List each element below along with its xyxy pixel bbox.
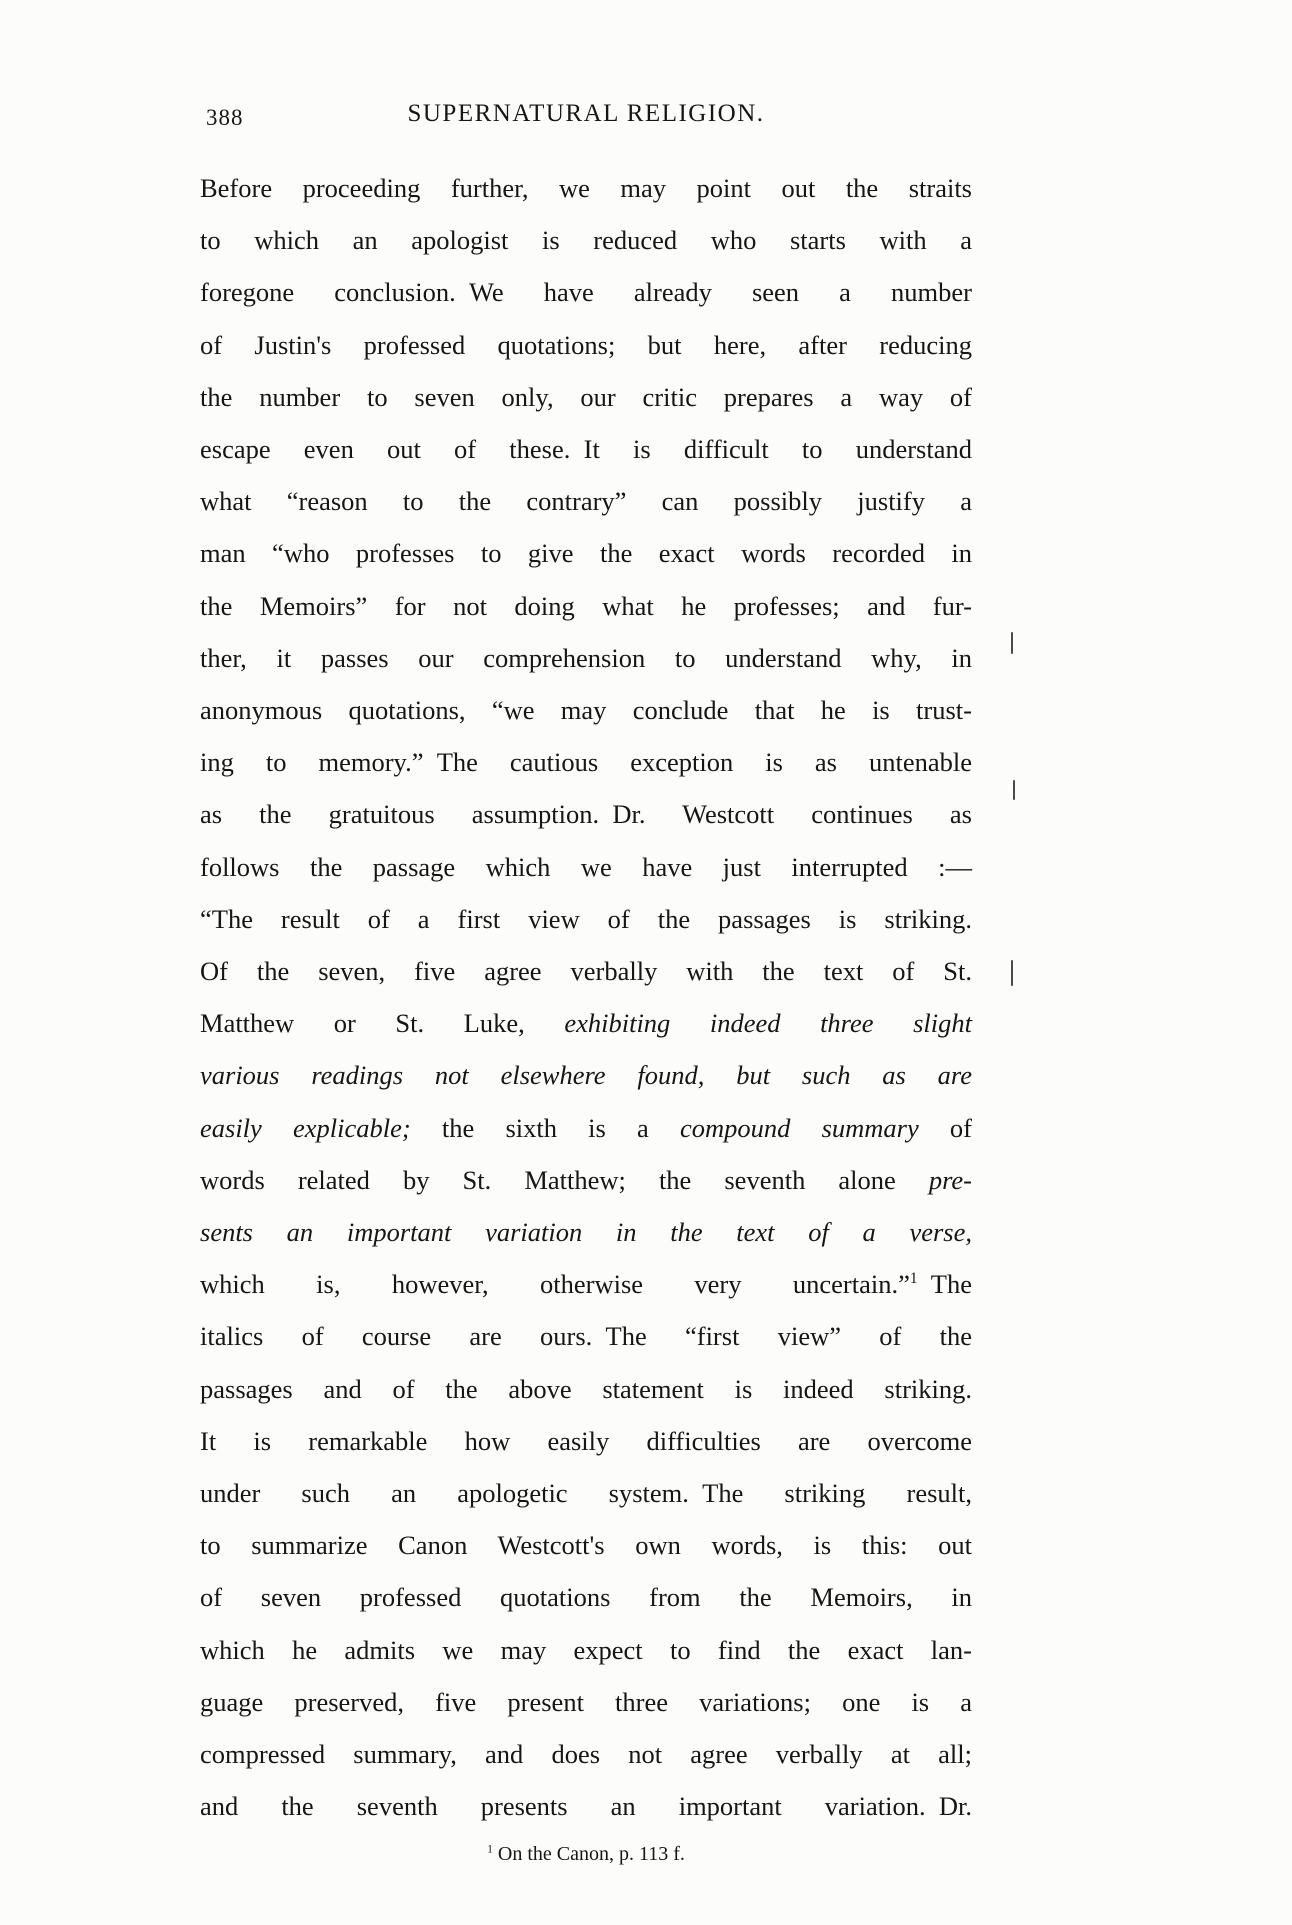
text-segment: sents an important variation in the text of a verse, — [200, 1217, 972, 1248]
text-segment: pre- — [928, 1164, 972, 1195]
text-segment: escape even out of these. It is difficult to understand — [200, 434, 972, 465]
text-line — [200, 527, 972, 579]
text-line — [200, 945, 972, 997]
text-column — [200, 100, 972, 1866]
text-segment: Before proceeding further, we may point out the straits — [200, 173, 972, 203]
text-line — [200, 1676, 972, 1728]
text-segment: under such an apologetic system. The striking result, — [200, 1478, 972, 1509]
text-line — [200, 997, 972, 1049]
text-line — [200, 736, 972, 788]
text-segment: Of the seven, five agree verbally with the text of St. — [200, 956, 972, 987]
page-number: 388 — [206, 105, 244, 130]
text-segment: follows the passage which we have just interrupted :— — [200, 851, 972, 882]
text-line — [200, 214, 972, 266]
text-line — [200, 1154, 972, 1206]
footnote-reference: 1 — [909, 1270, 918, 1288]
page-header — [200, 100, 972, 136]
running-title: SUPERNATURAL RELIGION. — [407, 100, 765, 127]
text-segment: guage preserved, five present three variations; one is a — [200, 1686, 972, 1717]
text-line — [200, 475, 972, 527]
text-segment: italics of course are ours. The “first view” of the — [200, 1321, 972, 1352]
text-line — [200, 893, 972, 945]
text-line — [200, 684, 972, 736]
text-segment: “The result of a first view of the passages is striking. — [200, 903, 972, 934]
text-segment: of seven professed quotations from the Memoirs, in — [200, 1582, 972, 1613]
text-segment: to which an apologist is reduced who starts with a — [200, 225, 972, 256]
text-line — [200, 632, 972, 684]
text-line — [200, 1206, 972, 1258]
text-line — [200, 1624, 972, 1676]
text-line — [200, 423, 972, 475]
text-segment: foregone conclusion. We have already seen a number — [200, 277, 972, 308]
footnote-marker: 1 — [487, 1841, 493, 1855]
text-segment: to summarize Canon Westcott's own words, is this: out — [200, 1530, 972, 1561]
text-segment: exhibiting indeed three slight — [564, 1008, 972, 1039]
text-segment: the sixth is a — [410, 1112, 680, 1143]
text-segment: compound summary — [680, 1112, 919, 1143]
text-line — [200, 1780, 972, 1832]
text-segment: It is remarkable how easily difficulties are overcome — [200, 1425, 972, 1456]
text-segment: the number to seven only, our critic prepares a way of — [200, 381, 972, 412]
text-line — [200, 1049, 972, 1101]
text-line — [200, 1571, 972, 1623]
text-line — [200, 371, 972, 423]
text-line — [200, 1415, 972, 1467]
text-segment: The — [917, 1269, 972, 1300]
text-line — [200, 1310, 972, 1362]
text-segment: what “reason to the contrary” can possibly justify a — [200, 486, 972, 517]
body-text — [200, 162, 972, 1833]
text-line — [200, 162, 972, 214]
text-segment: passages and of the above statement is indeed striking. — [200, 1373, 972, 1404]
text-line — [200, 1363, 972, 1415]
text-line — [200, 266, 972, 318]
text-segment: ing to memory.” The cautious exception is as untenable — [200, 747, 972, 778]
text-line — [200, 841, 972, 893]
text-segment: which is, however, otherwise very uncertain.” — [200, 1269, 910, 1300]
text-line — [200, 1519, 972, 1571]
text-line — [200, 1467, 972, 1519]
text-segment: which he admits we may expect to find the exact lan- — [200, 1634, 972, 1665]
text-segment: man “who professes to give the exact words recorded in — [200, 538, 972, 569]
scan-artifact-line — [1011, 632, 1013, 654]
text-segment: various readings not elsewhere found, but such as are — [200, 1060, 972, 1091]
text-segment: words related by St. Matthew; the seventh alone — [200, 1164, 929, 1195]
text-segment: anonymous quotations, “we may conclude that he is trust- — [200, 695, 972, 726]
scan-artifact-line — [1013, 780, 1015, 800]
footnote — [200, 1843, 972, 1866]
text-segment: easily explicable; — [200, 1112, 411, 1143]
text-segment: the Memoirs” for not doing what he professes; and fur- — [200, 590, 972, 621]
text-line — [200, 580, 972, 632]
text-segment: ther, it passes our comprehension to understand why, in — [200, 642, 972, 673]
text-segment: Matthew or St. Luke, — [200, 1008, 565, 1039]
footnote-text: On the Canon, p. 113 f. — [492, 1842, 685, 1865]
scan-artifact-line — [1011, 960, 1013, 986]
text-line — [200, 1102, 972, 1154]
text-line — [200, 319, 972, 371]
text-segment: and the seventh presents an important variation. Dr. — [200, 1791, 972, 1822]
text-line — [200, 788, 972, 840]
text-segment: as the gratuitous assumption. Dr. Westcott continues as — [200, 799, 972, 830]
text-line — [200, 1258, 972, 1310]
text-segment: compressed summary, and does not agree verbally at all; — [200, 1739, 972, 1770]
text-line — [200, 1728, 972, 1780]
text-segment: of — [918, 1112, 973, 1143]
text-segment: of Justin's professed quotations; but here, after reducing — [200, 329, 972, 360]
